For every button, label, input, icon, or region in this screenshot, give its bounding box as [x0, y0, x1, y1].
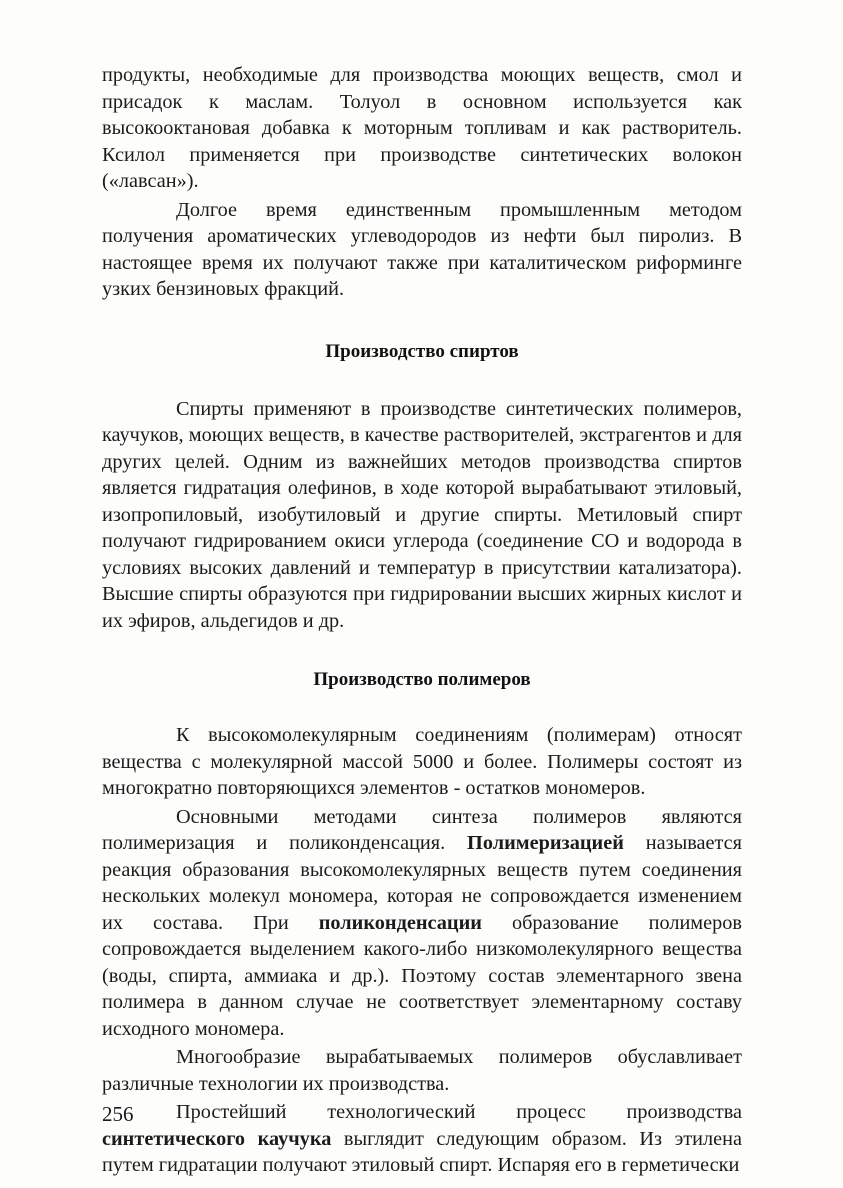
text-run: Основными методами синтеза полимеров являются полимеризация и поликонденсация.	[102, 805, 742, 854]
paragraph-polymer-synthesis	[102, 804, 742, 1043]
heading-spirits-production: Производство спиртов	[325, 340, 519, 362]
paragraph-polymers-definition: К высокомолекулярным соединениям (полимерам) относят вещества с молекулярной массой 5000 и более. Полимеры состоят из многократно повторяющихся элементов - остатков мономеров.	[102, 724, 742, 799]
term-synthetic-rubber: синтетического каучука	[102, 1127, 332, 1150]
text-run: образование полимеров сопровождается выделением какого-либо низкомолекулярного вещества (воды, спирта, аммиака и др.). Поэтому состав элементарного звена полимера в данном случае не соответствует элементарному составу исходного мономера.	[102, 911, 742, 1040]
term-polymerization: Полимеризацией	[467, 832, 624, 854]
term-polycondensation: поликонденсации	[318, 911, 482, 934]
paragraph-pyrolysis: Долгое время единственным промышленным методом получения ароматических углеводородов из нефти был пиролиз. В настоящее время их получают также при каталитическом риформинге узких бензиновых фракций.	[102, 198, 742, 300]
text-run: называется реакция образования высокомолекулярных веществ путем соединения нескольких молекул мономера, которая не сопровождается изменением их состава. При	[102, 832, 742, 934]
paragraph-polymer-variety: Многообразие вырабатываемых полимеров обуславливает различные технологии их производства.	[102, 1046, 742, 1095]
page-text	[102, 62, 742, 1179]
paragraph-aromatics-uses: продукты, необходимые для производства моющих веществ, смол и присадок к маслам. Толуол в основном используется как высокооктановая добавка к моторным топливам и как растворитель. Ксилол применяется при производстве синтетических волокон («лавсан»).	[102, 64, 742, 192]
page-number: 256	[102, 1102, 134, 1126]
paragraph-spirits: Спирты применяют в производстве синтетических полимеров, каучуков, моющих веществ, в качестве растворителей, экстрагентов и для других целей. Одним из важнейших методов производства спиртов является гидратация олефинов, в ходе которой вырабатывают этиловый, изопропиловый, изобутиловый и другие спирты. Метиловый спирт получают гидрированием окиси углерода (соединение CO и водорода в условиях высоких давлений и температур в присутствии катализатора). Высшие спирты образуются при гидрировании высших жирных кислот и их эфиров, альдегидов и др.	[102, 397, 742, 632]
paragraph-synthetic-rubber	[102, 1099, 742, 1179]
heading-polymers-production: Производство полимеров	[313, 669, 531, 690]
text-run: выглядит следующим образом. Из этилена путем гидратации получают этиловый спирт. Испаряя его в герметически	[102, 1127, 742, 1176]
text-run: Простейший технологический процесс производства	[176, 1101, 742, 1123]
